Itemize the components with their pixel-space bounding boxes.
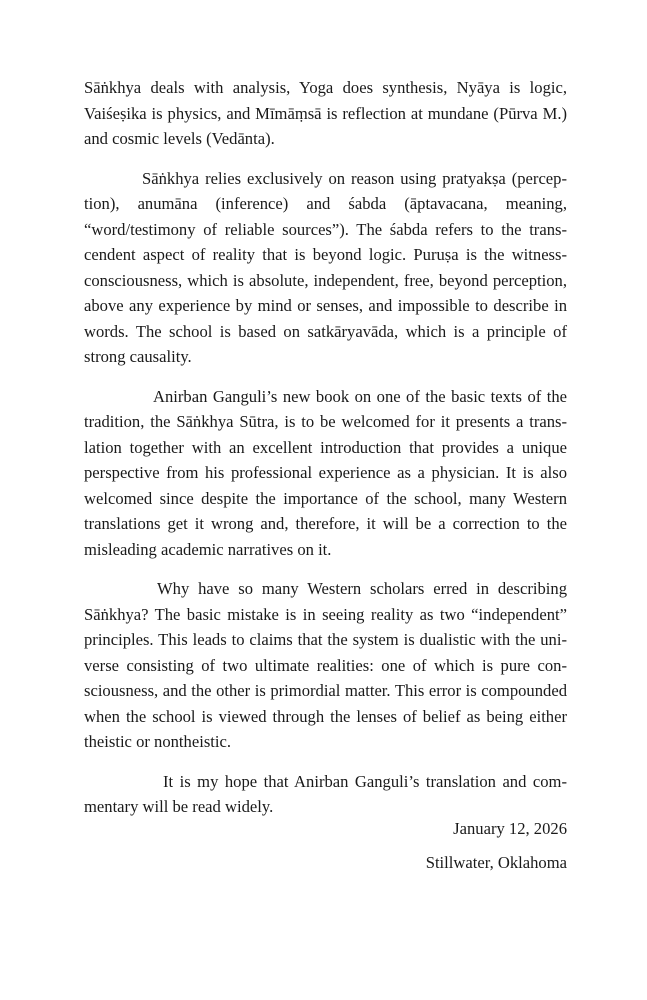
paragraph-3: Anirban Ganguli’s new book on one of the basic texts of the tradition, the Sāṅkhya Sūtra, is to be welcomed for it presents a translation together with an excellent introduction that provides a unique perspective from his professional experience as a physician. It is also welcomed since despite the importance of the school, many Western translations get it wrong and, therefore, it will be a correction to the misleading academic narratives on it. (84, 386, 567, 559)
signature-date: January 12, 2026 (453, 819, 567, 838)
body-text (84, 75, 567, 834)
paragraph-4: Why have so many Western scholars erred in describing Sāṅkhya? The basic mistake is in seeing reality as two “independent” principles. This leads to claims that the system is dualistic with the universe consisting of two ultimate realities: one of which is pure consciousness, and the other is primordial matter. This error is compounded when the school is viewed through the lenses of belief as being either theistic or nontheistic. (84, 579, 567, 751)
paragraph-5: It is my hope that Anirban Ganguli’s translation and commentary will be read widely. (84, 771, 567, 816)
signature-place: Stillwater, Oklahoma (425, 853, 567, 872)
paragraph-2: Sāṅkhya relies exclusively on reason using pratyakṣa (perception), anumāna (inference) and śabda (āptavacana, meaning, “word/testimony of reliable sources”). The śabda refers to the transcendent aspect of reality that is beyond logic. Puruṣa is the witness-consciousness, which is absolute, independent, free, beyond perception, above any experience by mind or senses, and impossible to describe in words. The school is based on satkāryavāda, which is a principle of strong causality. (84, 168, 567, 366)
paragraph-1: Sāṅkhya deals with analysis, Yoga does synthesis, Nyāya is logic, Vaiśeṣika is physics, and Mīmāṃsā is reflection at mundane (Pūrva M.) and cosmic levels (Vedānta). (84, 78, 567, 148)
